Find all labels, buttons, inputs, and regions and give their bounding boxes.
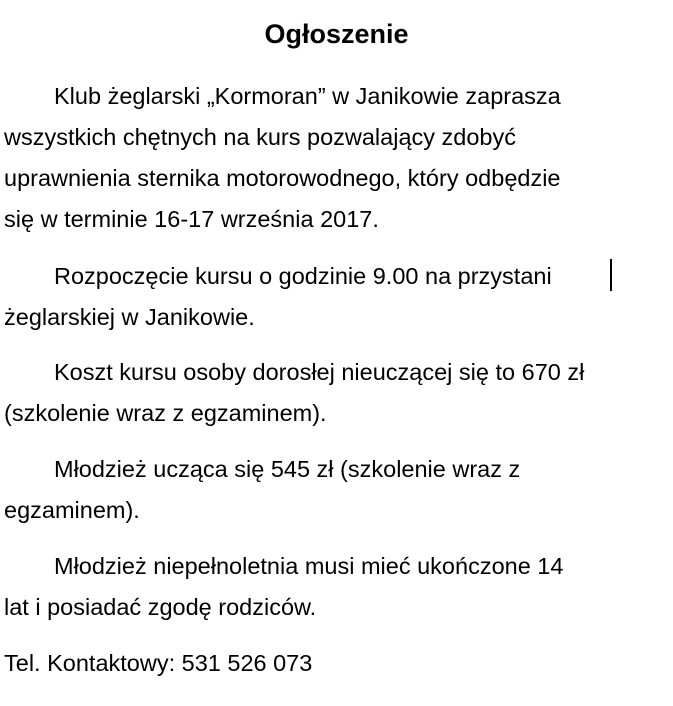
paragraph-line: Rozpoczęcie kursu o godzinie 9.00 na przystani [54, 263, 552, 289]
paragraph-adult-cost [4, 352, 664, 434]
contact-phone [4, 643, 664, 684]
paragraph-line: wszystkich chętnych na kurs pozwalający zdobyć [4, 124, 516, 150]
paragraph-line: egzaminem). [4, 497, 140, 523]
paragraph-line: się w terminie 16-17 września 2017. [4, 206, 379, 232]
paragraph-student-cost [4, 449, 664, 531]
paragraph-line: lat i posiadać zgodę rodziców. [4, 594, 317, 620]
paragraph-minors-requirement [4, 546, 664, 628]
paragraph-start-time [4, 256, 664, 338]
document-title: Ogłoszenie [264, 19, 409, 49]
paragraph-line: Klub żeglarski „Kormoran” w Janikowie zaprasza [54, 83, 561, 109]
paragraph-line: Młodzież niepełnoletnia musi mieć ukończone 14 [54, 553, 564, 579]
paragraph-line: żeglarskiej w Janikowie. [4, 304, 255, 330]
text-cursor [610, 259, 612, 291]
paragraph-line: Młodzież ucząca się 545 zł (szkolenie wraz z [54, 456, 521, 482]
paragraph-line: uprawnienia sternika motorowodnego, który odbędzie [4, 165, 561, 191]
paragraph-line: (szkolenie wraz z egzaminem). [4, 400, 327, 426]
paragraph-line: Koszt kursu osoby dorosłej nieuczącej się to 670 zł [54, 359, 585, 385]
paragraph-line: Tel. Kontaktowy: 531 526 073 [4, 650, 313, 676]
paragraph-invitation [4, 76, 664, 240]
